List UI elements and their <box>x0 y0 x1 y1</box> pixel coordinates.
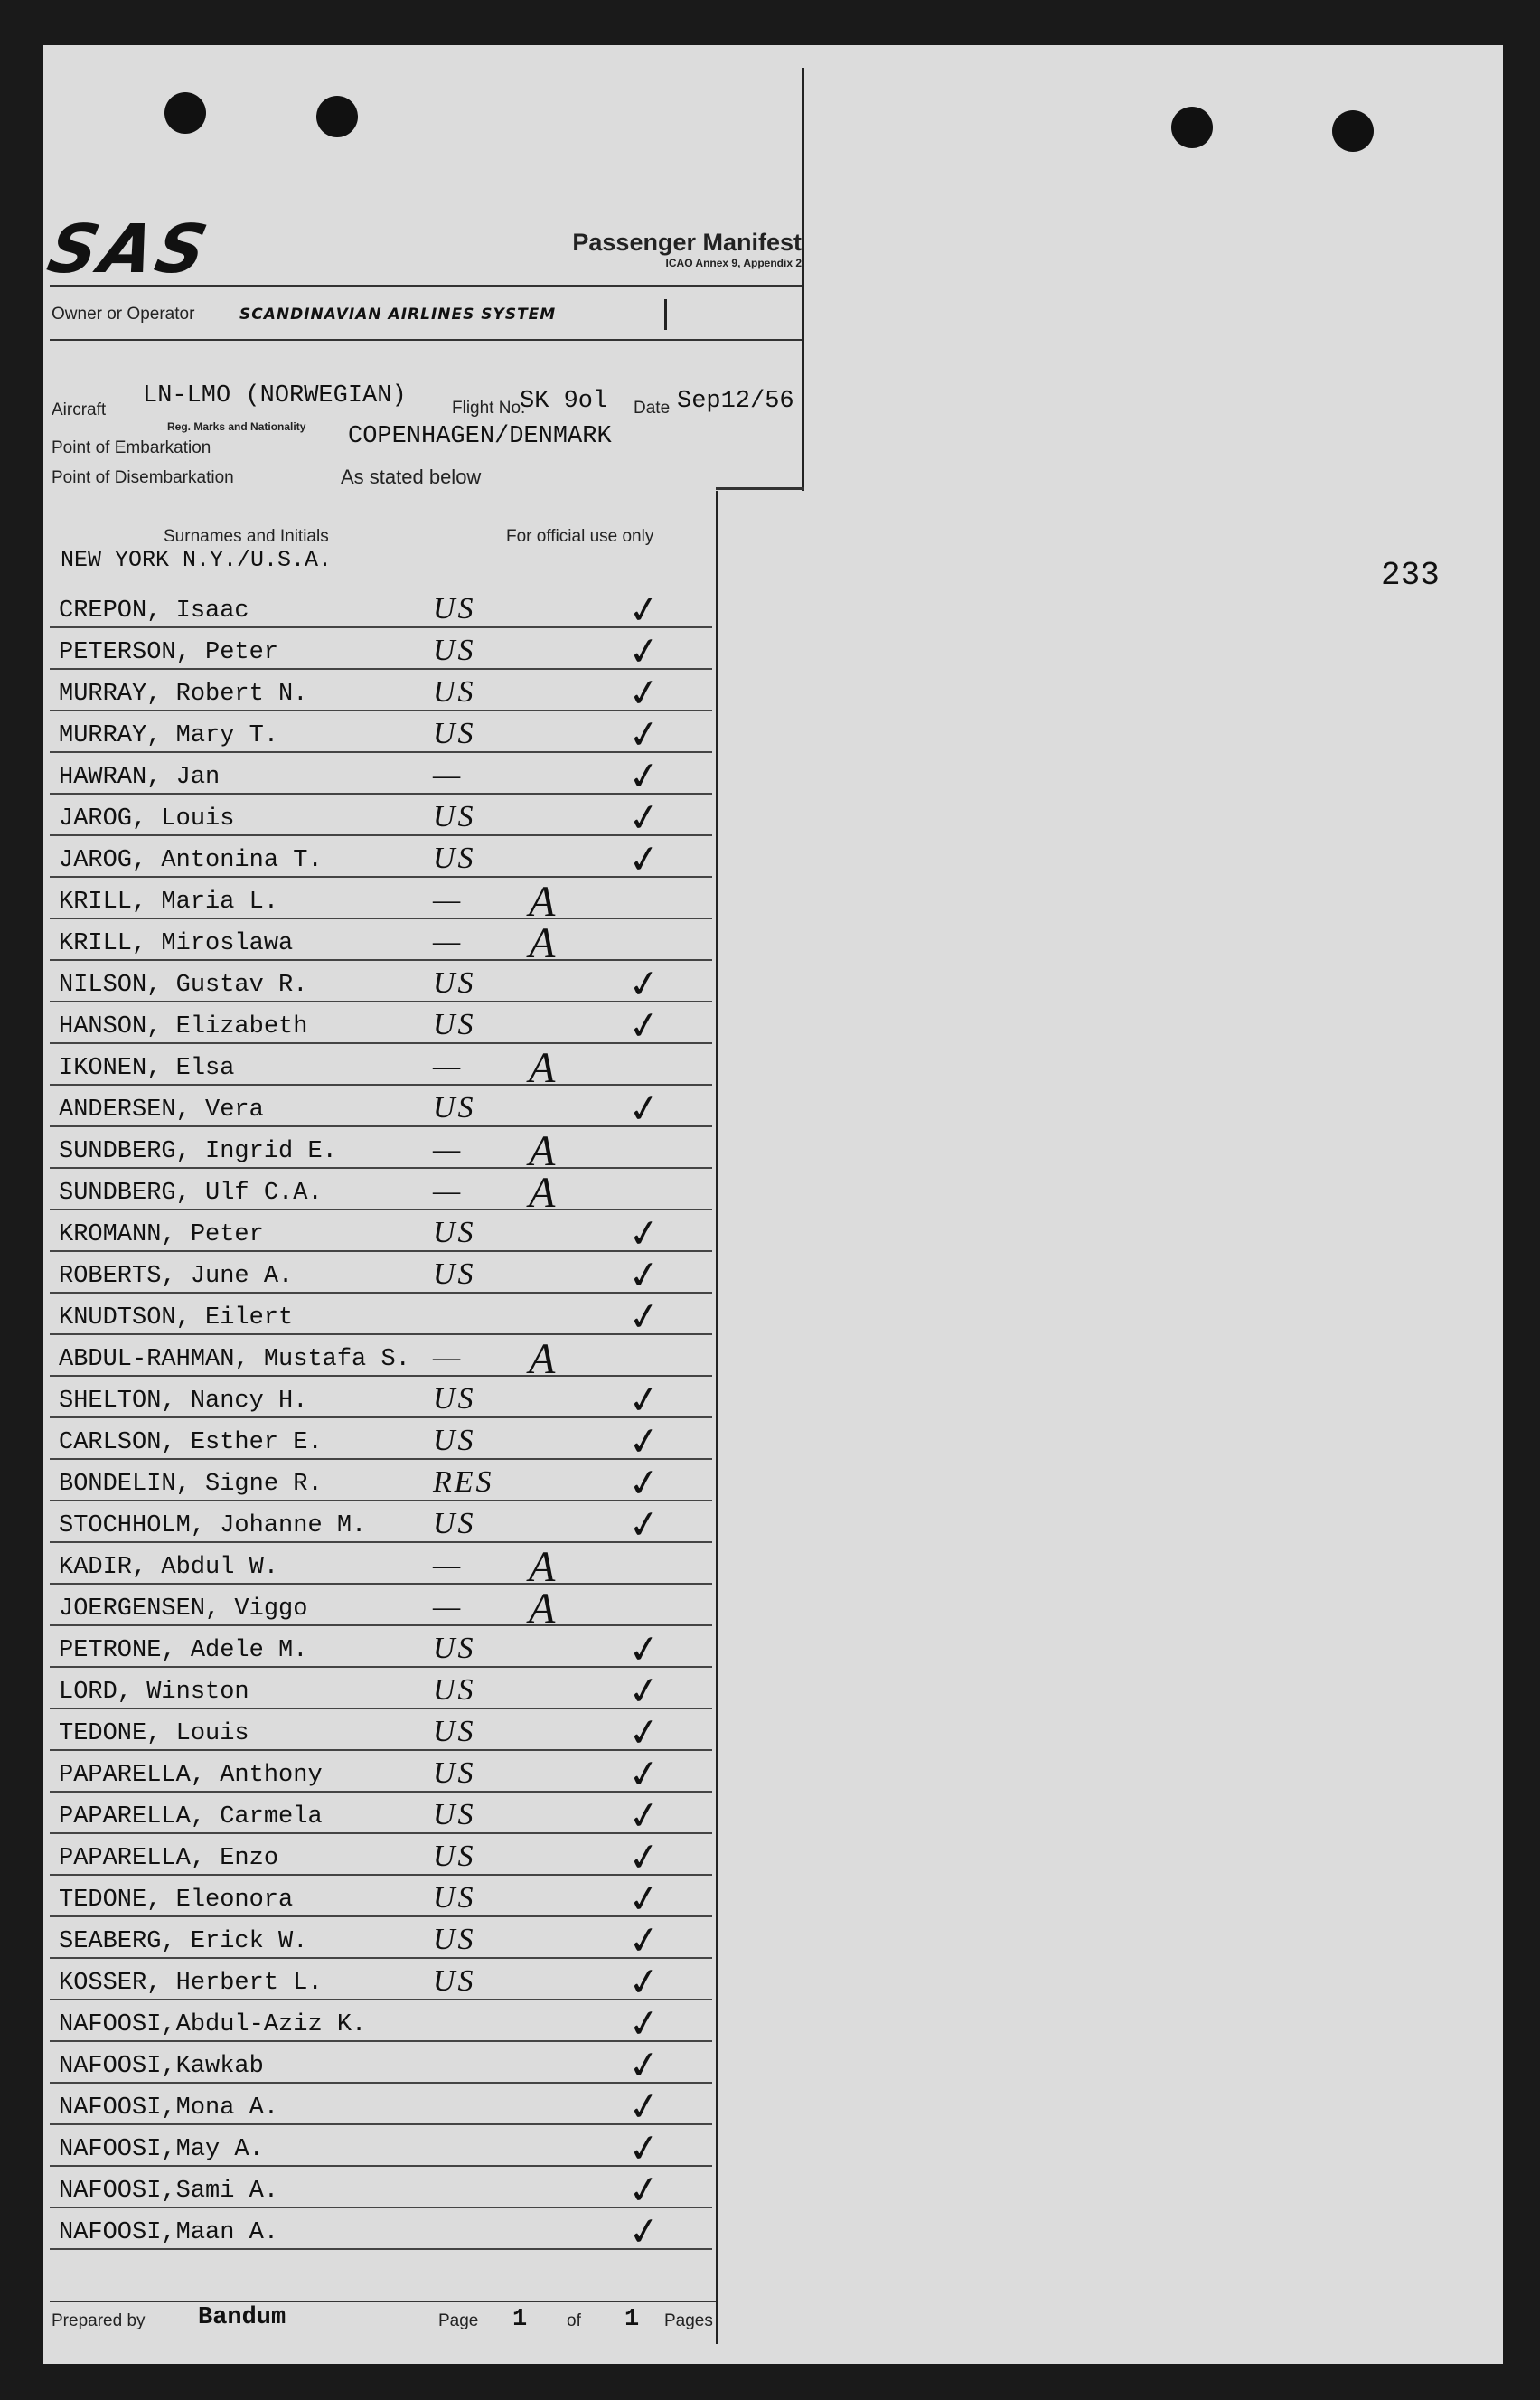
check-mark: ✓ <box>624 1292 663 1341</box>
nationality-mark: — <box>433 1049 464 1083</box>
passenger-row <box>50 2123 712 2173</box>
nationality-mark: US <box>433 1715 476 1748</box>
passenger-row <box>50 2040 712 2090</box>
passenger-name: SUNDBERG, Ingrid E. <box>59 1138 337 1165</box>
passenger-row <box>50 1541 712 1591</box>
prepared-by-value: Bandum <box>198 2304 286 2331</box>
passenger-name: LORD, Winston <box>59 1679 249 1706</box>
nationality-mark: — <box>433 1133 464 1166</box>
passenger-row <box>50 834 712 884</box>
passenger-name: PAPARELLA, Anthony <box>59 1762 323 1789</box>
nationality-mark: US <box>433 592 476 626</box>
passenger-row <box>50 1209 712 1258</box>
manifest-title <box>572 229 802 269</box>
check-mark: ✓ <box>624 1500 663 1549</box>
check-mark: ✓ <box>624 1084 663 1134</box>
passenger-row <box>50 1292 712 1341</box>
passenger-name: KADIR, Abdul W. <box>59 1554 279 1581</box>
nationality-mark: US <box>433 842 476 875</box>
passenger-row <box>50 1624 712 1674</box>
date-label: Date <box>634 399 671 418</box>
check-mark: ✓ <box>624 1749 663 1799</box>
nationality-mark: US <box>433 1424 476 1457</box>
punch-hole <box>1332 110 1374 152</box>
official-mark: A <box>529 1127 556 1175</box>
passenger-row <box>50 1001 712 1050</box>
punch-hole <box>1171 107 1213 148</box>
nationality-mark: — <box>433 1548 464 1582</box>
passenger-row <box>50 1666 712 1716</box>
passenger-name: SUNDBERG, Ulf C.A. <box>59 1180 323 1207</box>
official-mark: A <box>529 1543 556 1591</box>
nationality-mark: US <box>433 1840 476 1873</box>
passenger-row <box>50 1042 712 1092</box>
passenger-name: ROBERTS, June A. <box>59 1263 294 1290</box>
subtitle-text: ICAO Annex 9, Appendix 2 <box>665 257 802 269</box>
check-mark: ✓ <box>624 2040 663 2090</box>
passenger-name: MURRAY, Mary T. <box>59 722 279 749</box>
of-label: of <box>567 2311 581 2330</box>
passenger-row <box>50 2165 712 2215</box>
passenger-name: KROMANN, Peter <box>59 1221 264 1248</box>
nationality-mark: US <box>433 634 476 667</box>
check-mark: ✓ <box>624 585 663 635</box>
nationality-mark: RES <box>433 1465 494 1499</box>
check-mark: ✓ <box>624 710 663 759</box>
passenger-name: NAFOOSI,Sami A. <box>59 2178 279 2205</box>
passenger-row <box>50 1832 712 1882</box>
passenger-name: CREPON, Isaac <box>59 598 249 625</box>
nationality-mark: US <box>433 1632 476 1665</box>
passenger-row <box>50 876 712 926</box>
check-mark: ✓ <box>624 1416 663 1466</box>
passenger-row <box>50 1915 712 1965</box>
check-mark: ✓ <box>624 751 663 801</box>
passenger-row <box>50 2082 712 2132</box>
passenger-row <box>50 2207 712 2256</box>
pages-label: Pages <box>664 2311 713 2330</box>
title-text: Passenger Manifest <box>572 229 802 256</box>
nationality-mark: — <box>433 925 464 958</box>
passenger-name: ABDUL-RAHMAN, Mustafa S. <box>59 1346 410 1373</box>
flight-no-label: Flight No. <box>452 399 526 418</box>
nationality-mark: — <box>433 1174 464 1208</box>
passenger-row <box>50 1167 712 1217</box>
official-column-header: For official use only <box>506 527 654 546</box>
passenger-row <box>50 918 712 967</box>
check-mark: ✓ <box>624 1458 663 1508</box>
passenger-name: NAFOOSI,Abdul-Aziz K. <box>59 2011 367 2038</box>
passenger-name: SEABERG, Erick W. <box>59 1928 308 1955</box>
of-value: 1 <box>624 2306 640 2333</box>
passenger-name: HANSON, Elizabeth <box>59 1013 308 1040</box>
check-mark: ✓ <box>624 1957 663 2007</box>
check-mark: ✓ <box>624 2082 663 2132</box>
check-mark: ✓ <box>624 1209 663 1258</box>
passenger-name: KRILL, Maria L. <box>59 889 279 916</box>
nationality-mark: — <box>433 1341 464 1374</box>
check-mark: ✓ <box>624 626 663 676</box>
disembarkation-label: Point of Disembarkation <box>52 468 234 487</box>
nationality-mark: US <box>433 717 476 750</box>
owner-label: Owner or Operator <box>52 305 195 324</box>
nationality-mark: US <box>433 1507 476 1540</box>
passenger-name: PETRONE, Adele M. <box>59 1637 308 1664</box>
nationality-mark: US <box>433 1216 476 1249</box>
check-mark: ✓ <box>624 2207 663 2256</box>
passenger-name: NILSON, Gustav R. <box>59 972 308 999</box>
check-mark: ✓ <box>624 1624 663 1674</box>
check-mark: ✓ <box>624 2123 663 2173</box>
nationality-mark: — <box>433 758 464 792</box>
nationality-mark: US <box>433 800 476 833</box>
passenger-name: STOCHHOLM, Johanne M. <box>59 1512 367 1539</box>
passenger-row <box>50 1583 712 1633</box>
check-mark: ✓ <box>624 793 663 842</box>
surname-column-header: Surnames and Initials <box>164 527 329 546</box>
passenger-name: CARLSON, Esther E. <box>59 1429 323 1456</box>
date-value: Sep12/56 <box>677 388 794 415</box>
nationality-mark: US <box>433 1091 476 1125</box>
passenger-row <box>50 793 712 842</box>
nationality-mark: — <box>433 1590 464 1624</box>
check-mark: ✓ <box>624 1250 663 1300</box>
check-mark: ✓ <box>624 1001 663 1050</box>
passenger-row <box>50 1749 712 1799</box>
passenger-name: NAFOOSI,Kawkab <box>59 2053 264 2080</box>
passenger-row <box>50 1999 712 2048</box>
official-mark: A <box>529 1585 556 1633</box>
official-mark: A <box>529 1169 556 1217</box>
passenger-row <box>50 751 712 801</box>
nationality-mark: US <box>433 1881 476 1915</box>
embarkation-label: Point of Embarkation <box>52 438 211 457</box>
nationality-mark: US <box>433 1257 476 1291</box>
reg-marks-label: Reg. Marks and Nationality <box>167 420 306 433</box>
passenger-name: JOERGENSEN, Viggo <box>59 1595 308 1623</box>
passenger-row <box>50 585 712 635</box>
passenger-name: NAFOOSI,Mona A. <box>59 2094 279 2122</box>
passenger-name: JAROG, Antonina T. <box>59 847 323 874</box>
passenger-row <box>50 1084 712 1134</box>
disembarkation-value: As stated below <box>341 466 482 488</box>
passenger-row <box>50 668 712 718</box>
check-mark: ✓ <box>624 1791 663 1840</box>
passenger-name: PAPARELLA, Enzo <box>59 1845 279 1872</box>
passenger-name: KNUDTSON, Eilert <box>59 1304 294 1332</box>
nationality-mark: US <box>433 1798 476 1831</box>
passenger-name: ANDERSEN, Vera <box>59 1096 264 1124</box>
aircraft-value: LN-LMO (NORWEGIAN) <box>143 382 407 409</box>
page-value: 1 <box>512 2306 528 2333</box>
passenger-name: KRILL, Miroslawa <box>59 930 294 957</box>
check-mark: ✓ <box>624 834 663 884</box>
passenger-name: MURRAY, Robert N. <box>59 681 308 708</box>
nationality-mark: US <box>433 675 476 709</box>
nationality-mark: US <box>433 1964 476 1998</box>
passenger-row <box>50 1874 712 1924</box>
nationality-mark: US <box>433 1756 476 1790</box>
check-mark: ✓ <box>624 2165 663 2215</box>
official-mark: A <box>529 878 556 926</box>
passenger-row <box>50 1333 712 1383</box>
passenger-name: NAFOOSI,May A. <box>59 2136 264 2163</box>
nationality-mark: US <box>433 1382 476 1416</box>
sas-logo: SAS <box>41 211 218 288</box>
passenger-row <box>50 959 712 1009</box>
passenger-name: KOSSER, Herbert L. <box>59 1970 323 1997</box>
check-mark: ✓ <box>624 959 663 1009</box>
prepared-by-label: Prepared by <box>52 2311 146 2330</box>
passenger-row <box>50 626 712 676</box>
check-mark: ✓ <box>624 1915 663 1965</box>
passenger-row <box>50 1500 712 1549</box>
destination-heading: NEW YORK N.Y./U.S.A. <box>61 547 333 573</box>
passenger-row <box>50 1125 712 1175</box>
passenger-name: JAROG, Louis <box>59 805 235 833</box>
official-mark: A <box>529 1044 556 1092</box>
passenger-row <box>50 1791 712 1840</box>
passenger-name: PAPARELLA, Carmela <box>59 1803 323 1831</box>
page-stamp-number: 233 <box>1381 557 1440 594</box>
passenger-row <box>50 1957 712 2007</box>
page-label: Page <box>438 2311 479 2330</box>
passenger-name: TEDONE, Louis <box>59 1720 249 1747</box>
nationality-mark: — <box>433 883 464 917</box>
nationality-mark: US <box>433 966 476 1000</box>
flight-no-value: SK 9ol <box>520 388 608 415</box>
passenger-name: HAWRAN, Jan <box>59 764 221 791</box>
passenger-name: PETERSON, Peter <box>59 639 279 666</box>
aircraft-label: Aircraft <box>52 400 107 419</box>
owner-value: SCANDINAVIAN AIRLINES SYSTEM <box>239 306 557 324</box>
passenger-row <box>50 710 712 759</box>
nationality-mark: US <box>433 1923 476 1956</box>
check-mark: ✓ <box>624 1708 663 1757</box>
passenger-row <box>50 1708 712 1757</box>
nationality-mark: US <box>433 1673 476 1707</box>
check-mark: ✓ <box>624 1874 663 1924</box>
manifest-form <box>41 68 802 2346</box>
official-mark: A <box>529 1335 556 1383</box>
passenger-row <box>50 1458 712 1508</box>
passenger-name: BONDELIN, Signe R. <box>59 1471 323 1498</box>
check-mark: ✓ <box>624 1375 663 1425</box>
passenger-name: SHELTON, Nancy H. <box>59 1388 308 1415</box>
check-mark: ✓ <box>624 1832 663 1882</box>
passenger-name: NAFOOSI,Maan A. <box>59 2219 279 2246</box>
nationality-mark: US <box>433 1008 476 1041</box>
passenger-row <box>50 1250 712 1300</box>
check-mark: ✓ <box>624 1999 663 2048</box>
embarkation-value: COPENHAGEN/DENMARK <box>348 423 612 450</box>
passenger-name: TEDONE, Eleonora <box>59 1887 294 1914</box>
passenger-name: IKONEN, Elsa <box>59 1055 235 1082</box>
passenger-row <box>50 1375 712 1425</box>
check-mark: ✓ <box>624 668 663 718</box>
official-mark: A <box>529 919 556 967</box>
check-mark: ✓ <box>624 1666 663 1716</box>
passenger-row <box>50 1416 712 1466</box>
